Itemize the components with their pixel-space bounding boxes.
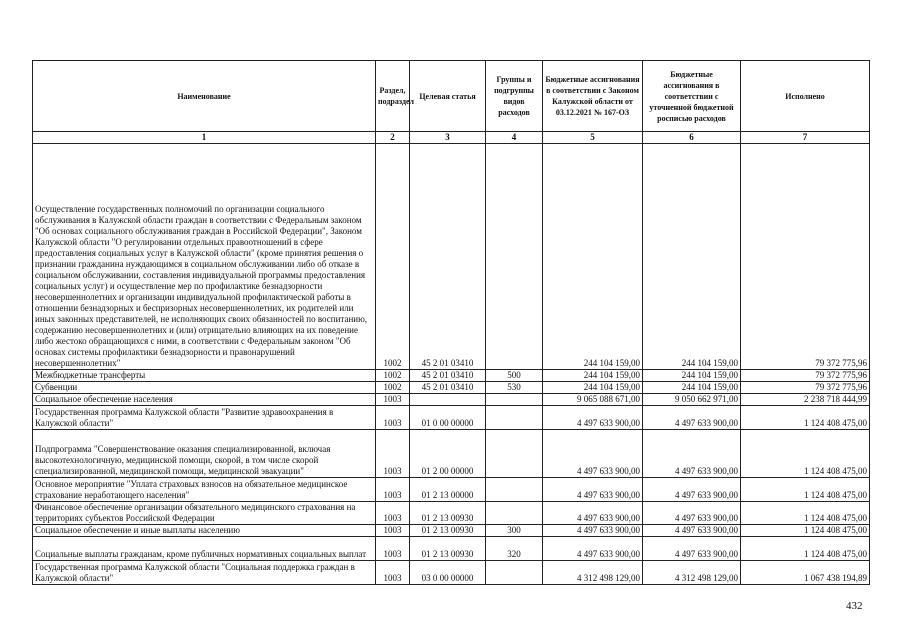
row-refined: 4 497 633 900,00 xyxy=(643,537,741,561)
row-section: 1003 xyxy=(376,537,410,561)
row-executed: 79 372 775,96 xyxy=(741,382,870,394)
row-executed: 1 124 408 475,00 xyxy=(741,525,870,537)
row-group xyxy=(486,430,543,478)
table-row xyxy=(33,502,870,525)
row-section: 1002 xyxy=(376,144,410,370)
table-row xyxy=(33,537,870,561)
column-number: 6 xyxy=(643,132,741,144)
row-section: 1003 xyxy=(376,394,410,406)
budget-table xyxy=(32,60,870,585)
header-row xyxy=(33,61,870,132)
row-executed: 1 067 438 194,89 xyxy=(741,561,870,585)
row-refined: 4 497 633 900,00 xyxy=(643,502,741,525)
column-number-row xyxy=(33,132,870,144)
row-executed: 1 124 408 475,00 xyxy=(741,537,870,561)
row-section: 1003 xyxy=(376,478,410,502)
row-executed: 1 124 408 475,00 xyxy=(741,502,870,525)
row-target: 01 2 13 00930 xyxy=(410,537,486,561)
row-target: 01 0 00 00000 xyxy=(410,406,486,430)
row-group xyxy=(486,502,543,525)
row-section: 1003 xyxy=(376,561,410,585)
row-target: 45 2 01 03410 xyxy=(410,370,486,382)
row-refined: 4 497 633 900,00 xyxy=(643,430,741,478)
row-law: 4 497 633 900,00 xyxy=(543,537,643,561)
row-group: 500 xyxy=(486,370,543,382)
row-section: 1002 xyxy=(376,382,410,394)
header-groups: Группы и подгруппы видов расходов xyxy=(486,61,543,132)
table-row xyxy=(33,394,870,406)
row-executed: 2 238 718 444,99 xyxy=(741,394,870,406)
column-number: 7 xyxy=(741,132,870,144)
row-refined: 4 497 633 900,00 xyxy=(643,478,741,502)
row-executed: 1 124 408 475,00 xyxy=(741,478,870,502)
row-name: Межбюджетные трансферты xyxy=(33,370,376,382)
row-executed: 79 372 775,96 xyxy=(741,370,870,382)
row-target: 45 2 01 03410 xyxy=(410,144,486,370)
row-group xyxy=(486,478,543,502)
row-name: Осуществление государственных полномочий по организации социального обслуживания в Калужской области граждан в соответствии с Федеральным законом "Об основах социального обслуживания граждан в Российской Федерации", Законом Калужской области "О регулировании отдельных правоотношений в сфере предоставления социальных услуг в Калужской области" (кроме принятия решения о признании гражданина нуждающимся в социальном обслуживании либо об отказе в социальном обслуживании, составления индивидуальной программы предоставления социальных услуг) и осуществление мер по профилактике безнадзорности несовершеннолетних и организации индивидуальной профилактической работы в отношении безнадзорных и беспризорных несовершеннолетних, их родителей или иных законных представителей, не исполняющих своих обязанностей по воспитанию, содержанию несовершеннолетних и (или) отрицательно влияющих на их поведение либо жестоко обращающихся с ними, в соответствии с Федеральным законом "Об основах системы профилактики безнадзорности и правонарушений несовершеннолетних" xyxy=(33,144,376,370)
row-law: 244 104 159,00 xyxy=(543,370,643,382)
row-target: 01 2 13 00930 xyxy=(410,502,486,525)
row-group xyxy=(486,406,543,430)
column-number: 4 xyxy=(486,132,543,144)
header-refined: Бюджетные ассигнования в соответствии с уточненной бюджетной росписью расходов xyxy=(643,61,741,132)
row-target: 01 2 00 00000 xyxy=(410,430,486,478)
row-law: 244 104 159,00 xyxy=(543,382,643,394)
row-target: 45 2 01 03410 xyxy=(410,382,486,394)
row-executed: 1 124 408 475,00 xyxy=(741,430,870,478)
row-target: 03 0 00 00000 xyxy=(410,561,486,585)
table-row xyxy=(33,406,870,430)
header-target: Целевая статья xyxy=(410,61,486,132)
table-row xyxy=(33,561,870,585)
row-refined: 4 497 633 900,00 xyxy=(643,525,741,537)
row-refined: 244 104 159,00 xyxy=(643,144,741,370)
row-refined: 9 050 662 971,00 xyxy=(643,394,741,406)
row-law: 4 497 633 900,00 xyxy=(543,430,643,478)
header-executed: Исполнено xyxy=(741,61,870,132)
row-section: 1003 xyxy=(376,430,410,478)
row-name: Государственная программа Калужской области "Развитие здравоохранения в Калужской области" xyxy=(33,406,376,430)
header-name: Наименование xyxy=(33,61,376,132)
row-name: Подпрограмма "Совершенствование оказания специализированной, включая высокотехнологичную, медицинской помощи, скорой, в том числе скорой специализированной, медицинской помощи, медицинской эвакуации" xyxy=(33,430,376,478)
row-law: 9 065 088 671,00 xyxy=(543,394,643,406)
column-number: 5 xyxy=(543,132,643,144)
row-target: 01 2 13 00930 xyxy=(410,525,486,537)
row-target: 01 2 13 00000 xyxy=(410,478,486,502)
row-refined: 244 104 159,00 xyxy=(643,382,741,394)
column-number: 3 xyxy=(410,132,486,144)
row-name: Социальные выплаты гражданам, кроме публичных нормативных социальных выплат xyxy=(33,537,376,561)
table-row xyxy=(33,430,870,478)
row-law: 4 497 633 900,00 xyxy=(543,478,643,502)
table-row xyxy=(33,382,870,394)
row-name: Субвенции xyxy=(33,382,376,394)
row-refined: 244 104 159,00 xyxy=(643,370,741,382)
row-executed: 1 124 408 475,00 xyxy=(741,406,870,430)
row-refined: 4 312 498 129,00 xyxy=(643,561,741,585)
row-target xyxy=(410,394,486,406)
row-group: 530 xyxy=(486,382,543,394)
row-name: Финансовое обеспечение организации обязательного медицинского страхования на территориях субъектов Российской Федерации xyxy=(33,502,376,525)
row-name: Основное мероприятие "Уплата страховых взносов на обязательное медицинское страхование неработающего населения" xyxy=(33,478,376,502)
row-law: 244 104 159,00 xyxy=(543,144,643,370)
row-law: 4 497 633 900,00 xyxy=(543,406,643,430)
row-group xyxy=(486,144,543,370)
column-number: 1 xyxy=(33,132,376,144)
row-law: 4 497 633 900,00 xyxy=(543,525,643,537)
table-row xyxy=(33,525,870,537)
row-law: 4 312 498 129,00 xyxy=(543,561,643,585)
row-group xyxy=(486,561,543,585)
row-name: Государственная программа Калужской области "Социальная поддержка граждан в Калужской области" xyxy=(33,561,376,585)
row-refined: 4 497 633 900,00 xyxy=(643,406,741,430)
header-section: Раздел, подраздел xyxy=(376,61,410,132)
row-section: 1003 xyxy=(376,406,410,430)
row-name: Социальное обеспечение и иные выплаты населению xyxy=(33,525,376,537)
row-name: Социальное обеспечение населения xyxy=(33,394,376,406)
table-row xyxy=(33,478,870,502)
row-group xyxy=(486,394,543,406)
column-number: 2 xyxy=(376,132,410,144)
row-law: 4 497 633 900,00 xyxy=(543,502,643,525)
row-section: 1003 xyxy=(376,525,410,537)
page-number: 432 xyxy=(846,600,863,612)
row-group: 300 xyxy=(486,525,543,537)
row-executed: 79 372 775,96 xyxy=(741,144,870,370)
row-section: 1002 xyxy=(376,370,410,382)
header-law: Бюджетные ассигнования в соответствии с Законом Калужской области от 03.12.2021 № 167-ОЗ xyxy=(543,61,643,132)
table-row xyxy=(33,370,870,382)
row-section: 1003 xyxy=(376,502,410,525)
row-group: 320 xyxy=(486,537,543,561)
table-row xyxy=(33,144,870,370)
